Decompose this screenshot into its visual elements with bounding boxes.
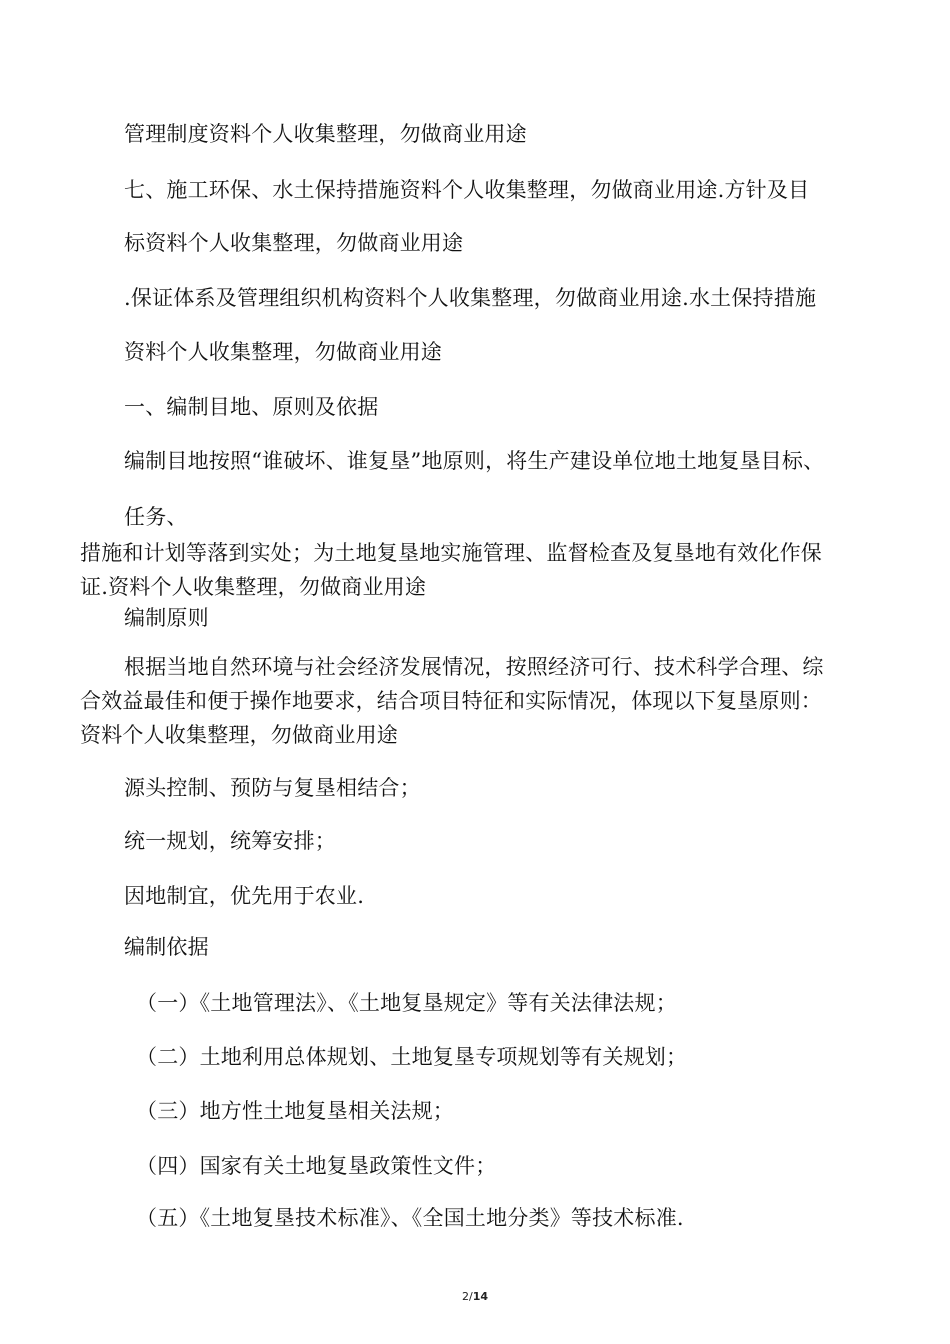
text-line: 合效益最佳和便于操作地要求，结合项目特征和实际情况，体现以下复垦原则： — [80, 689, 822, 713]
page-separator: / — [468, 1290, 473, 1303]
text-line: 根据当地自然环境与社会经济发展情况，按照经济可行、技术科学合理、综 — [124, 655, 824, 679]
text-line: .保证体系及管理组织机构资料个人收集整理，勿做商业用途.水土保持措施 — [124, 286, 817, 310]
list-item: （三）地方性土地复垦相关法规； — [136, 1099, 454, 1123]
list-item: 因地制宜，优先用于农业. — [124, 884, 365, 908]
text-line: 任务、 — [124, 505, 188, 529]
text-line: 资料个人收集整理，勿做商业用途 — [124, 340, 442, 364]
list-item: 源头控制、预防与复垦相结合； — [124, 776, 421, 800]
list-item: （五）《土地复垦技术标准》、《全国土地分类》等技术标准. — [136, 1206, 684, 1230]
list-item: 统一规划，统筹安排； — [124, 829, 336, 853]
section-heading: 一、编制目地、原则及依据 — [124, 395, 379, 419]
text-line: 标资料个人收集整理，勿做商业用途 — [124, 231, 464, 255]
subsection-heading: 编制原则 — [124, 606, 209, 630]
text-line: 七、施工环保、水土保持措施资料个人收集整理，勿做商业用途.方针及目 — [124, 178, 810, 202]
text-line: 资料个人收集整理，勿做商业用途 — [80, 723, 398, 747]
page-number — [0, 1290, 950, 1304]
list-item: （四）国家有关土地复垦政策性文件； — [136, 1154, 497, 1178]
text-line: 管理制度资料个人收集整理，勿做商业用途 — [124, 122, 527, 146]
text-line: 编制目地按照“谁破坏、谁复垦”地原则，将生产建设单位地土地复垦目标、 — [124, 449, 825, 473]
page-current: 2 — [461, 1290, 469, 1303]
list-item: （二）土地利用总体规划、土地复垦专项规划等有关规划； — [136, 1045, 688, 1069]
page-total: 14 — [472, 1290, 489, 1303]
subsection-heading: 编制依据 — [124, 935, 209, 959]
text-line: 证.资料个人收集整理，勿做商业用途 — [80, 575, 427, 599]
list-item: （一）《土地管理法》、《土地复垦规定》等有关法律法规； — [136, 991, 677, 1015]
text-line: 措施和计划等落到实处；为土地复垦地实施管理、监督检查及复垦地有效化作保 — [80, 541, 822, 565]
